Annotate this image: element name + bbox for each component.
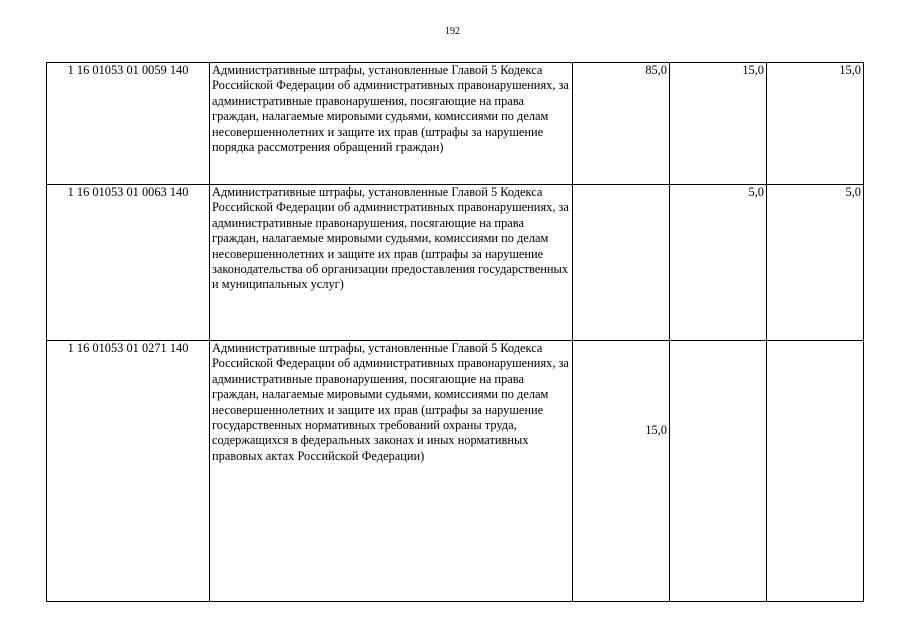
table-row (47, 341, 864, 602)
amount-column-3: 5,0 (767, 185, 864, 341)
budget-table (46, 62, 864, 602)
amount-column-2: 15,0 (670, 63, 767, 185)
page-number: 192 (445, 26, 460, 37)
amount-column-1 (573, 185, 670, 341)
revenue-name: Административные штрафы, установленные Главой 5 Кодекса Российской Федерации об административных правонарушениях, за административные правонарушения, посягающие на права граждан, налагаемые мировыми судьями, комиссиями по делам несовершеннолетних и защите их прав (штрафы за нарушение государственных нормативных требований охраны труда, содержащихся в федеральных законах и иных нормативных правовых актах Российской Федерации) (210, 341, 573, 602)
amount-column-1: 85,0 (573, 63, 670, 185)
amount-column-2 (670, 341, 767, 602)
table-row (47, 185, 864, 341)
classification-code: 1 16 01053 01 0271 140 (47, 341, 210, 602)
revenue-name: Административные штрафы, установленные Главой 5 Кодекса Российской Федерации об административных правонарушениях, за административные правонарушения, посягающие на права граждан, налагаемые мировыми судьями, комиссиями по делам несовершеннолетних и защите их прав (штрафы за нарушение законодательства об организации предоставления государственных и муниципальных услуг) (210, 185, 573, 341)
amount-column-1: 15,0 (573, 341, 670, 602)
amount-column-3 (767, 341, 864, 602)
amount-column-3: 15,0 (767, 63, 864, 185)
table-row (47, 63, 864, 185)
amount-column-2: 5,0 (670, 185, 767, 341)
classification-code: 1 16 01053 01 0063 140 (47, 185, 210, 341)
revenue-name: Административные штрафы, установленные Главой 5 Кодекса Российской Федерации об административных правонарушениях, за административные правонарушения, посягающие на права граждан, налагаемые мировыми судьями, комиссиями по делам несовершеннолетних и защите их прав (штрафы за нарушение порядка рассмотрения обращений граждан) (210, 63, 573, 185)
classification-code: 1 16 01053 01 0059 140 (47, 63, 210, 185)
